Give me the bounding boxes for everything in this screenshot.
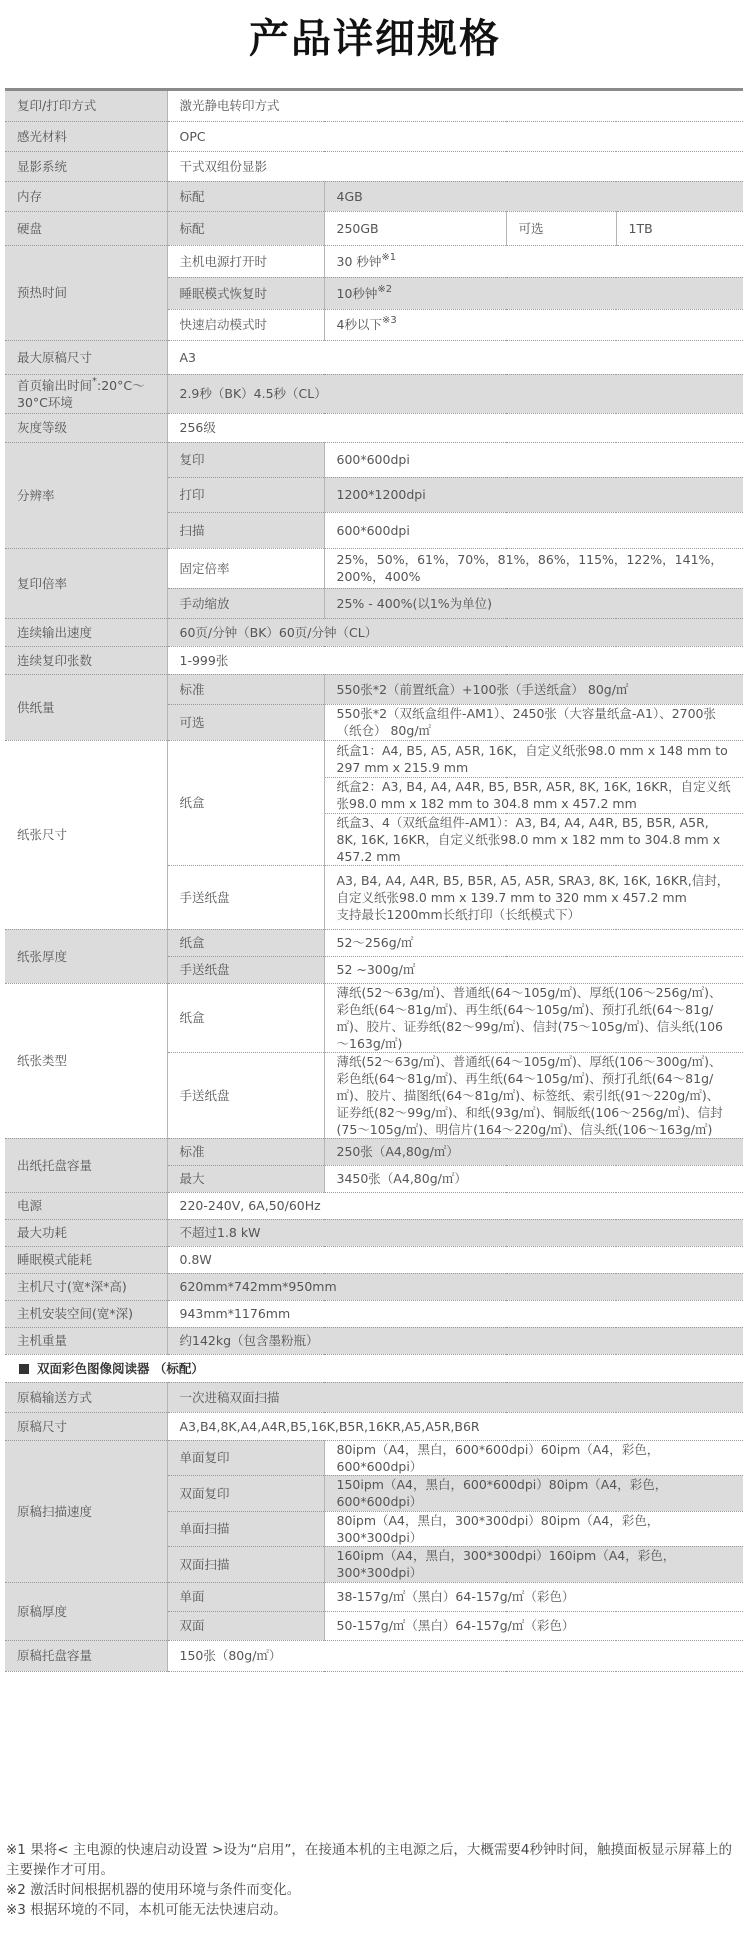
spec-label: 原稿扫描速度 bbox=[5, 1440, 167, 1582]
spec-value: 550张*2（前置纸盒）+100张（手送纸盒） 80g/㎡ bbox=[324, 674, 743, 704]
spec-value: 10秒钟$^{※2}$ bbox=[324, 277, 743, 309]
spec-row-orig-weight bbox=[5, 1582, 743, 1611]
spec-table bbox=[5, 88, 743, 1672]
spec-label: 原稿输送方式 bbox=[5, 1382, 167, 1412]
spec-value: 150ipm（A4，黑白，600*600dpi）80ipm（A4，彩色，600*600dpi） bbox=[324, 1475, 743, 1511]
spec-label: 显影系统 bbox=[5, 151, 167, 181]
spec-value: 150张（80g/㎡） bbox=[167, 1640, 743, 1671]
spec-value: 30 秒钟$^{※1}$ bbox=[324, 245, 743, 277]
spec-value: 25%，50%，61%，70%，81%，86%，115%，122%，141%，200%，400% bbox=[324, 548, 743, 588]
footnotes bbox=[6, 1840, 744, 1920]
spec-value: 160ipm（A4，黑白，300*300dpi）160ipm（A4，彩色，300*300dpi） bbox=[324, 1546, 743, 1582]
footnote: ※2 激活时间根据机器的使用环境与条件而变化。 bbox=[6, 1882, 301, 1898]
spec-label: 连续输出速度 bbox=[5, 618, 167, 646]
spec-option-value: 1TB bbox=[616, 211, 743, 245]
footnote-mark: ※2 bbox=[377, 283, 393, 295]
spec-sublabel: 双面复印 bbox=[167, 1475, 324, 1511]
spec-value: 80ipm（A4，黑白，300*300dpi）80ipm（A4，彩色，300*300dpi） bbox=[324, 1511, 743, 1546]
spec-label: 原稿托盘容量 bbox=[5, 1640, 167, 1671]
spec-label: 电源 bbox=[5, 1192, 167, 1219]
spec-label: 复印倍率 bbox=[5, 548, 167, 618]
spec-label: 纸张类型 bbox=[5, 983, 167, 1138]
spec-value: 250GB bbox=[324, 211, 506, 245]
spec-sublabel: 手送纸盘 bbox=[167, 865, 324, 929]
spec-row-orig-size bbox=[5, 1412, 743, 1440]
spec-row-copy-method bbox=[5, 91, 743, 121]
spec-value: 不超过1.8 kW bbox=[167, 1219, 743, 1246]
spec-label: 连续复印张数 bbox=[5, 646, 167, 674]
spec-value: A3 bbox=[167, 340, 743, 374]
spec-sublabel: 纸盒 bbox=[167, 983, 324, 1052]
footnote: ※1 果将< 主电源的快速启动设置 >设为“启用”，在接通本机的主电源之后，大概需要4秒钟时间，触摸面板显示屏幕上的主要操作才可用。 bbox=[6, 1842, 732, 1878]
page-title: 产品详细规格 bbox=[249, 16, 501, 62]
spec-row-warmup bbox=[5, 245, 743, 277]
spec-sublabel: 标准 bbox=[167, 674, 324, 704]
spec-value: 薄纸(52～63g/㎡)、普通纸(64～105g/㎡)、厚纸(106～256g/㎡)、彩色纸(64～81g/㎡)、再生纸(64～105g/㎡)、预打孔纸(64～81g/㎡)、胶片、证券纸(82～99g/㎡)、信封(75～105g/㎡)、信头纸(106～163g/㎡) bbox=[324, 983, 743, 1052]
spec-row-developing bbox=[5, 151, 743, 181]
spec-value: 250张（A4,80g/㎡） bbox=[324, 1138, 743, 1165]
spec-row-speed bbox=[5, 618, 743, 646]
spec-value: 激光静电转印方式 bbox=[167, 91, 743, 121]
spec-row-sleep-power bbox=[5, 1246, 743, 1273]
spec-value: 干式双组份显影 bbox=[167, 151, 743, 181]
spec-value: 4秒以下$^{※3}$ bbox=[324, 309, 743, 340]
spec-label: 出纸托盘容量 bbox=[5, 1138, 167, 1192]
spec-value: 220-240V, 6A,50/60Hz bbox=[167, 1192, 743, 1219]
spec-value: 600*600dpi bbox=[324, 512, 743, 548]
spec-sublabel: 打印 bbox=[167, 477, 324, 512]
spec-sublabel: 复印 bbox=[167, 442, 324, 477]
spec-value: 一次进稿双面扫描 bbox=[167, 1382, 743, 1412]
spec-row-weight bbox=[5, 1327, 743, 1354]
spec-row-multi-copy bbox=[5, 646, 743, 674]
spec-value: 约142kg（包含墨粉瓶） bbox=[167, 1327, 743, 1354]
spec-label: 睡眠模式能耗 bbox=[5, 1246, 167, 1273]
spec-value: 2.9秒（BK）4.5秒（CL） bbox=[167, 374, 743, 413]
spec-value: 4GB bbox=[324, 181, 743, 211]
spec-value: 38-157g/㎡（黑白）64-157g/㎡（彩色） bbox=[324, 1582, 743, 1611]
spec-row-max-power bbox=[5, 1219, 743, 1246]
spec-sublabel: 单面扫描 bbox=[167, 1511, 324, 1546]
spec-row-max-original bbox=[5, 340, 743, 374]
spec-label: 感光材料 bbox=[5, 121, 167, 151]
footnote-mark: ※3 bbox=[381, 315, 397, 326]
spec-row-dimensions bbox=[5, 1273, 743, 1300]
spec-row-memory bbox=[5, 181, 743, 211]
spec-value: 60页/分钟（BK）60页/分钟（CL） bbox=[167, 618, 743, 646]
spec-value: OPC bbox=[167, 121, 743, 151]
spec-sublabel: 纸盒 bbox=[167, 740, 324, 865]
spec-label: 灰度等级 bbox=[5, 413, 167, 442]
spec-row-zoom bbox=[5, 548, 743, 588]
spec-value: 纸盒1：A4, B5, A5, A5R, 16K，自定义纸张98.0 mm x 148 mm to 297 mm x 215.9 mm bbox=[324, 740, 743, 777]
spec-label: 供纸量 bbox=[5, 674, 167, 740]
spec-value: 256级 bbox=[167, 413, 743, 442]
spec-sublabel: 固定倍率 bbox=[167, 548, 324, 588]
spec-sublabel: 睡眠模式恢复时 bbox=[167, 277, 324, 309]
spec-value: A3,B4,8K,A4,A4R,B5,16K,B5R,16KR,A5,A5R,B6R bbox=[167, 1412, 743, 1440]
spec-row-hdd bbox=[5, 211, 743, 245]
spec-label: 原稿厚度 bbox=[5, 1582, 167, 1640]
spec-row-scan-speed bbox=[5, 1440, 743, 1475]
spec-label: 内存 bbox=[5, 181, 167, 211]
section-header-scanner bbox=[5, 1354, 743, 1382]
spec-value: 50-157g/㎡（黑白）64-157g/㎡（彩色） bbox=[324, 1611, 743, 1640]
spec-row-paper-size bbox=[5, 740, 743, 777]
spec-label: 最大原稿尺寸 bbox=[5, 340, 167, 374]
spec-label: 分辨率 bbox=[5, 442, 167, 548]
spec-value: 80ipm（A4，黑白，600*600dpi）60ipm（A4，彩色，600*600dpi） bbox=[324, 1440, 743, 1475]
square-bullet-icon bbox=[19, 1364, 29, 1374]
spec-sublabel: 最大 bbox=[167, 1165, 324, 1192]
spec-value: 1200*1200dpi bbox=[324, 477, 743, 512]
spec-sublabel: 单面 bbox=[167, 1582, 324, 1611]
spec-sublabel: 单面复印 bbox=[167, 1440, 324, 1475]
spec-label: 硬盘 bbox=[5, 211, 167, 245]
spec-row-resolution bbox=[5, 442, 743, 477]
spec-label: 预热时间 bbox=[5, 245, 167, 340]
spec-sublabel: 可选 bbox=[167, 704, 324, 740]
spec-label: 复印/打印方式 bbox=[5, 91, 167, 121]
spec-value: 纸盒2：A3, B4, A4, A4R, B5, B5R, A5R, 8K, 16K, 16KR，自定义纸张98.0 mm x 182 mm to 304.8 mm x 457.2 mm bbox=[324, 777, 743, 813]
spec-value: 25% - 400%(以1%为单位) bbox=[324, 588, 743, 618]
spec-value: 600*600dpi bbox=[324, 442, 743, 477]
spec-sublabel: 双面扫描 bbox=[167, 1546, 324, 1582]
spec-label: 主机安装空间(宽*深) bbox=[5, 1300, 167, 1327]
spec-sublabel: 标准 bbox=[167, 1138, 324, 1165]
spec-option-label: 可选 bbox=[506, 211, 616, 245]
spec-label: 纸张厚度 bbox=[5, 929, 167, 983]
footnote: ※3 根据环境的不同，本机可能无法快速启动。 bbox=[6, 1902, 287, 1918]
spec-row-paper-capacity bbox=[5, 674, 743, 704]
spec-sublabel: 手送纸盘 bbox=[167, 956, 324, 983]
spec-value: 550张*2（双纸盒组件-AM1）、2450张（大容量纸盒-A1）、2700张（纸仓） 80g/㎡ bbox=[324, 704, 743, 740]
spec-sublabel: 纸盒 bbox=[167, 929, 324, 956]
spec-row-gradation bbox=[5, 413, 743, 442]
spec-row-paper-weight bbox=[5, 929, 743, 956]
spec-label: 主机重量 bbox=[5, 1327, 167, 1354]
spec-sublabel: 主机电源打开时 bbox=[167, 245, 324, 277]
spec-value: 52～256g/㎡ bbox=[324, 929, 743, 956]
spec-row-output-tray bbox=[5, 1138, 743, 1165]
spec-label: 主机尺寸(宽*深*高) bbox=[5, 1273, 167, 1300]
spec-sublabel: 快速启动模式时 bbox=[167, 309, 324, 340]
spec-row-install-space bbox=[5, 1300, 743, 1327]
spec-label: 纸张尺寸 bbox=[5, 740, 167, 929]
spec-value: 0.8W bbox=[167, 1246, 743, 1273]
spec-value: 52 ~300g/㎡ bbox=[324, 956, 743, 983]
section-title: 双面彩色图像阅读器 （标配） bbox=[37, 1360, 204, 1376]
spec-value: 薄纸(52～63g/㎡)、普通纸(64～105g/㎡)、厚纸(106～300g/㎡)、彩色纸(64～81g/㎡)、再生纸(64～105g/㎡)、预打孔纸(64～81g/㎡)、胶片、描图纸(64～81g/㎡)、标签纸、索引纸(91～220g/㎡)、证券纸(82～99g/㎡)、和纸(93g/㎡)、铜版纸(106～256g/㎡)、信封(75～105g/㎡)、明信片(164～220g/㎡)、信头纸(106～163g/㎡) bbox=[324, 1052, 743, 1138]
spec-value: A3, B4, A4, A4R, B5, B5R, A5, A5R, SRA3, 8K, 16K, 16KR,信封，自定义纸张98.0 mm x 139.7 mm to 320 mm x 457.2 mm 支持最长1200mm长纸打印（长纸模式下） bbox=[324, 865, 743, 929]
spec-sublabel: 手动缩放 bbox=[167, 588, 324, 618]
spec-row-photoconductor bbox=[5, 121, 743, 151]
spec-sublabel: 标配 bbox=[167, 211, 324, 245]
footnote-mark: ※1 bbox=[381, 251, 397, 263]
spec-value: 620mm*742mm*950mm bbox=[167, 1273, 743, 1300]
spec-value: 943mm*1176mm bbox=[167, 1300, 743, 1327]
spec-row-paper-type bbox=[5, 983, 743, 1052]
spec-label: 最大功耗 bbox=[5, 1219, 167, 1246]
spec-value: 3450张（A4,80g/㎡） bbox=[324, 1165, 743, 1192]
spec-sublabel: 手送纸盘 bbox=[167, 1052, 324, 1138]
spec-label: 首页输出时间*:20°C～30°C环境 bbox=[5, 374, 167, 413]
spec-row-orig-tray bbox=[5, 1640, 743, 1671]
spec-sublabel: 双面 bbox=[167, 1611, 324, 1640]
spec-label: 原稿尺寸 bbox=[5, 1412, 167, 1440]
spec-sublabel: 扫描 bbox=[167, 512, 324, 548]
spec-row-power bbox=[5, 1192, 743, 1219]
spec-row-feed bbox=[5, 1382, 743, 1412]
spec-row-first-copy bbox=[5, 374, 743, 413]
spec-value: 1-999张 bbox=[167, 646, 743, 674]
spec-value: 纸盒3、4（双纸盒组件-AM1）：A3, B4, A4, A4R, B5, B5R, A5R, 8K, 16K, 16KR，自定义纸张98.0 mm x 182 mm to 304.8 mm x 457.2 mm bbox=[324, 813, 743, 865]
spec-sublabel: 标配 bbox=[167, 181, 324, 211]
